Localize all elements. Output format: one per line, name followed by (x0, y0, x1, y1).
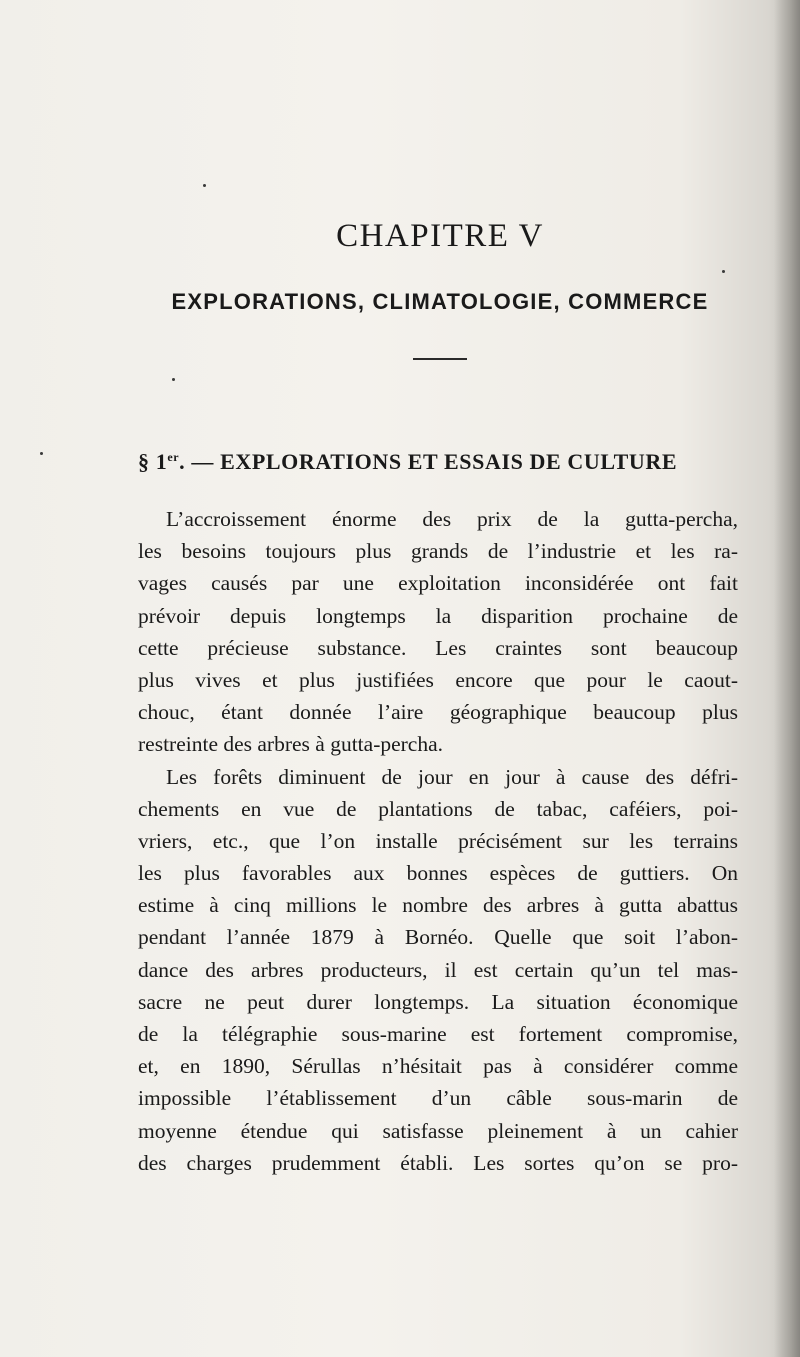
text-line: les besoins toujours plus grands de l’industrie et les ra- (138, 539, 738, 564)
text-line: chements en vue de plantations de tabac, caféiers, poi- (138, 796, 738, 821)
section-heading (138, 440, 738, 479)
text-line: vriers, etc., que l’on installe précisément sur les terrains (138, 828, 738, 853)
text-line: L’accroissement énorme des prix de la gutta-percha, (166, 507, 738, 531)
text-line: cette précieuse substance. Les craintes sont beaucoup (138, 635, 738, 660)
section-prefix: § 1 (138, 449, 168, 474)
text-line: vages causés par une exploitation inconsidérée ont fait (138, 571, 738, 596)
text-line: les plus favorables aux bonnes espèces de guttiers. On (138, 861, 738, 886)
text-line: de la télégraphie sous-marine est fortement compromise, (138, 1022, 738, 1046)
text-line: moyenne étendue qui satisfasse pleinement à un cahier (138, 1118, 738, 1143)
text-line: estime à cinq millions le nombre des arbres à gutta abattus (138, 893, 738, 918)
section-title: . — EXPLORATIONS ET ESSAIS DE CULTURE (179, 449, 678, 474)
chapter-title: CHAPITRE V (336, 218, 544, 254)
paragraph (138, 503, 738, 761)
text-line: prévoir depuis longtemps la disparition prochaine de (138, 603, 738, 628)
text-line: sacre ne peut durer longtemps. La situation économique (138, 989, 738, 1014)
print-speck (40, 452, 43, 455)
text-line: Les forêts diminuent de jour en jour à cause des défri- (166, 764, 738, 789)
text-line: et, en 1890, Sérullas n’hésitait pas à considérer comme (138, 1054, 738, 1079)
body-text (138, 503, 738, 1179)
text-line: chouc, étant donnée l’aire géographique beaucoup plus (138, 700, 738, 725)
print-speck (203, 184, 206, 187)
text-line: impossible l’établissement d’un câble sous-marin de (138, 1086, 738, 1111)
print-speck (722, 270, 725, 273)
page-edge-shadow (774, 0, 800, 1357)
text-line: restreinte des arbres à gutta-percha. (138, 732, 444, 757)
text-line: dance des arbres producteurs, il est certain qu’un tel mas- (138, 957, 738, 982)
text-line: des charges prudemment établi. Les sortes qu’on se pro- (138, 1150, 738, 1175)
text-line: pendant l’année 1879 à Bornéo. Quelle que soit l’abon- (138, 925, 738, 950)
section-ordinal: er (167, 450, 180, 464)
print-speck (172, 378, 175, 381)
chapter-subtitle: EXPLORATIONS, CLIMATOLOGIE, COMMERCE (171, 289, 709, 314)
title-rule (413, 358, 467, 360)
paragraph (138, 761, 738, 1179)
text-line: plus vives et plus justifiées encore que pour le caout- (138, 667, 738, 692)
